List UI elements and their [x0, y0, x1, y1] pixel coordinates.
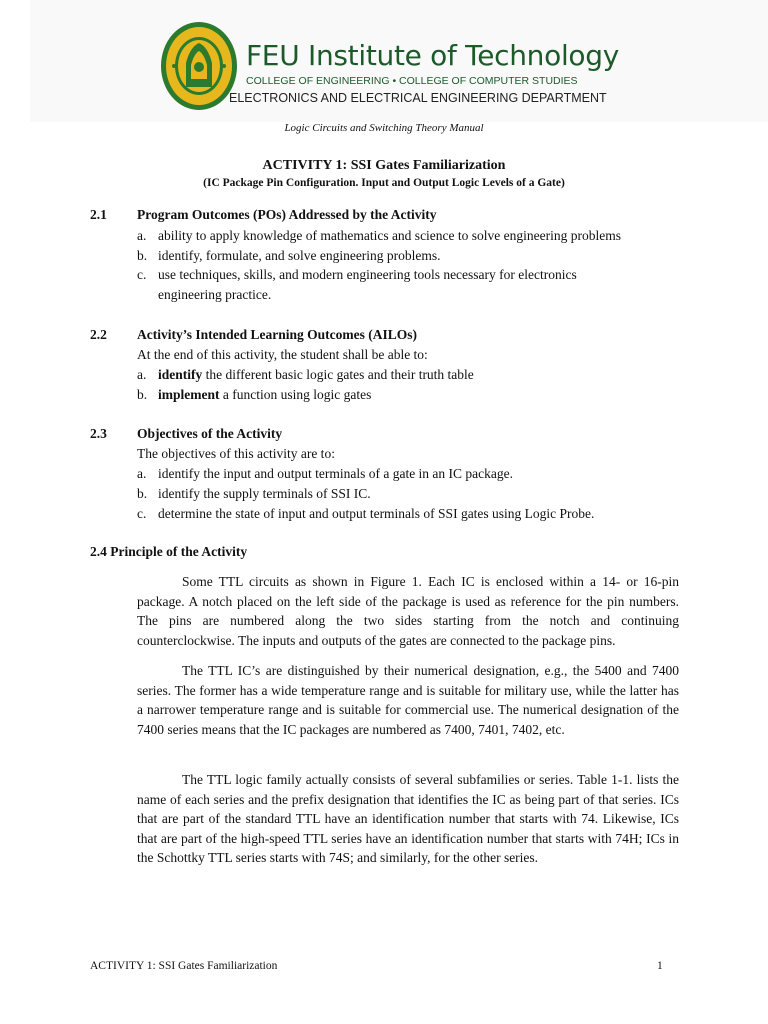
list-marker: c.	[137, 267, 147, 282]
list-marker: b.	[137, 387, 148, 402]
list-item	[158, 367, 474, 383]
list-item: use techniques, skills, and modern engineering tools necessary for electronics	[158, 267, 577, 282]
list-marker: b.	[137, 486, 148, 501]
footer-activity-title: ACTIVITY 1: SSI Gates Familiarization	[90, 960, 278, 972]
department-name: ELECTRONICS AND ELECTRICAL ENGINEERING DEPARTMENT	[229, 91, 607, 105]
list-item: ability to apply knowledge of mathematics and science to solve engineering problems	[158, 228, 621, 243]
section-number: 2.3	[90, 426, 107, 441]
list-marker: a.	[137, 367, 147, 382]
section-heading: Program Outcomes (POs) Addressed by the Activity	[137, 207, 437, 222]
activity-title: ACTIVITY 1: SSI Gates Familiarization	[262, 158, 506, 173]
list-marker: c.	[137, 506, 147, 521]
page-number: 1	[657, 960, 663, 972]
list-item	[158, 387, 371, 403]
activity-subtitle: (IC Package Pin Configuration. Input and Output Logic Levels of a Gate)	[203, 177, 565, 189]
list-item-text: the different basic logic gates and their truth table	[202, 367, 474, 382]
emphasis: identify	[158, 367, 203, 382]
body-paragraph	[137, 770, 679, 868]
body-paragraph	[137, 661, 679, 739]
list-item: identify the supply terminals of SSI IC.	[158, 486, 371, 501]
list-marker: a.	[137, 466, 147, 481]
colleges-line: COLLEGE OF ENGINEERING • COLLEGE OF COMPUTER STUDIES	[246, 75, 578, 87]
list-item: identify the input and output terminals of a gate in an IC package.	[158, 466, 514, 481]
section-intro: The objectives of this activity are to:	[137, 446, 335, 461]
section-heading: 2.4 Principle of the Activity	[90, 544, 248, 559]
emphasis: implement	[158, 387, 220, 402]
list-marker: a.	[137, 228, 147, 243]
list-marker: b.	[137, 248, 148, 263]
section-heading: Objectives of the Activity	[137, 426, 283, 441]
paragraph-text: The TTL IC’s are distinguished by their numerical designation, e.g., the 5400 and 7400 series. The former has a wide temperature range and is suitable for military use, while the latter has a narrower temperature range and is suitable for commercial use. The numerical designation of the 7400 series means that the IC packages are numbered as 7400, 7401, 7402, etc.	[137, 663, 679, 737]
section-number: 2.1	[90, 207, 107, 222]
paragraph-text: The TTL logic family actually consists of several subfamilies or series. Table 1-1. lists the name of each series and the prefix designation that identifies the IC as being part of that series. ICs that are part of the standard TTL have an identification number that starts with 74. Likewise, ICs that are part of the high-speed TTL series have an identification number that starts with 74H; ICs in the Schottky TTL series starts with 74S; and similarly, for the other series.	[137, 772, 679, 866]
paragraph-text: Some TTL circuits as shown in Figure 1. Each IC is enclosed within a 14- or 16-pin package. A notch placed on the left side of the package is used as reference for the pin numbers. The pins are numbered along the two sides starting from the notch and continuing counterclockwise. The inputs and outputs of the gates are connected to the package pins.	[137, 574, 679, 648]
list-item-continued: engineering practice.	[158, 287, 272, 302]
list-item: identify, formulate, and solve engineering problems.	[158, 248, 441, 263]
body-paragraph	[137, 572, 679, 650]
section-heading: Activity’s Intended Learning Outcomes (AILOs)	[137, 327, 417, 342]
feu-tech-seal-logo	[160, 21, 238, 111]
section-number: 2.2	[90, 327, 107, 342]
institution-name: FEU Institute of Technology	[246, 39, 620, 72]
manual-title: Logic Circuits and Switching Theory Manual	[284, 122, 484, 134]
list-item: determine the state of input and output terminals of SSI gates using Logic Probe.	[158, 506, 595, 521]
list-item-text: a function using logic gates	[219, 387, 372, 402]
section-intro: At the end of this activity, the student shall be able to:	[137, 347, 428, 362]
